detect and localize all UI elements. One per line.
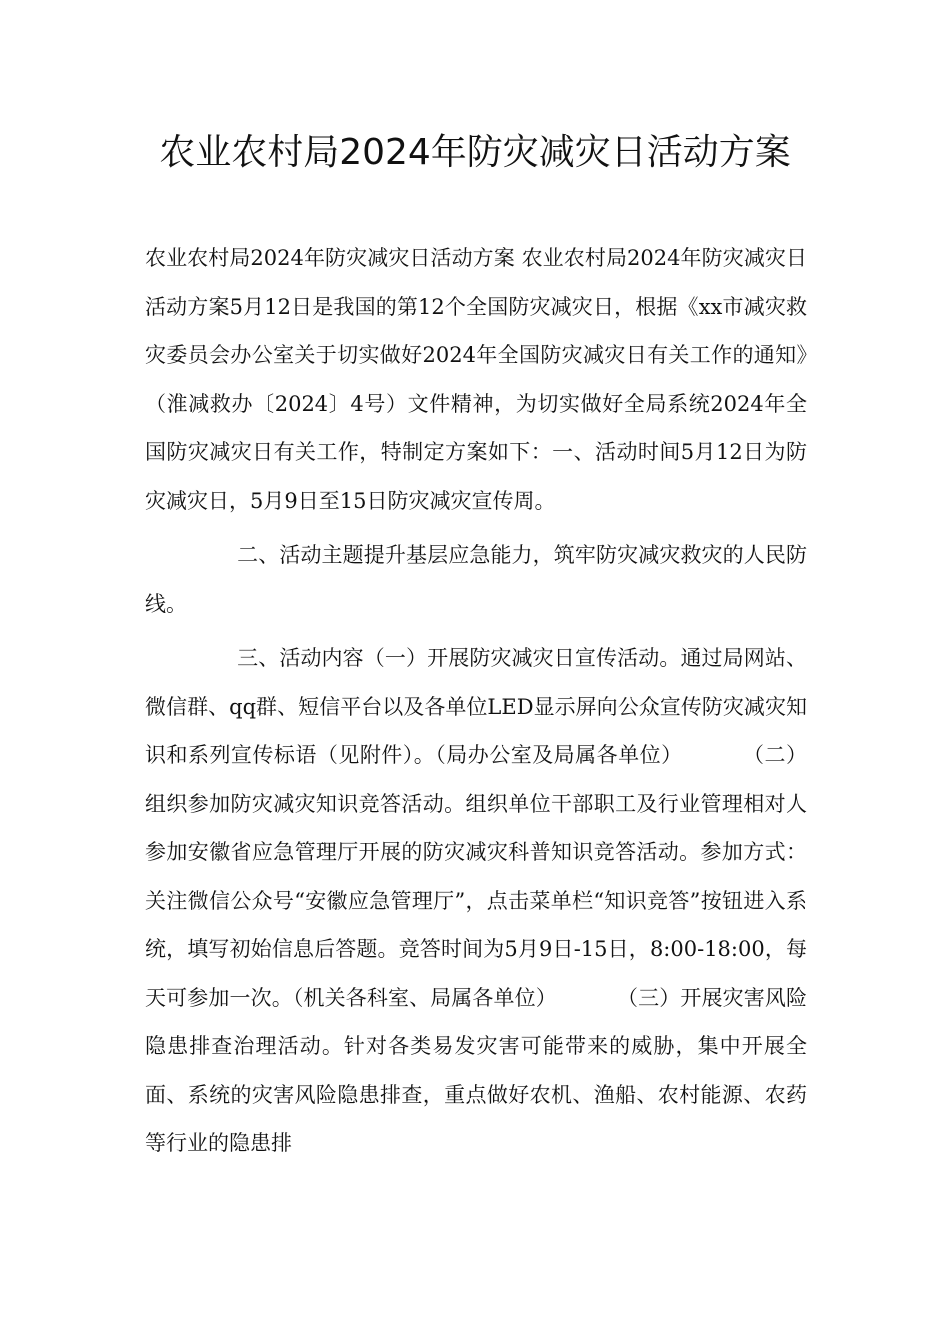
paragraph-content-part1: 三、活动内容（一）开展防灾减灾日宣传活动。通过局网站、微信群、qq群、短信平台以及各单位LED显示屏向公众宣传防灾减灾知识和系列宣传标语（见附件）。（局办公室及局属各单位） — [145, 646, 807, 767]
paragraph-theme-text: 二、活动主题提升基层应急能力，筑牢防灾减灾救灾的人民防线。 — [145, 543, 807, 616]
paragraph-content-part2: （二）组织参加防灾减灾知识竞答活动。组织单位干部职工及行业管理相对人参加安徽省应急管理厅开展的防灾减灾科普知识竞答活动。参加方式：关注微信公众号“安徽应急管理厅”，点击菜单栏“知识竞答”按钮进入系统，填写初始信息后答题。竞答时间为5月9日-15日，8:00-18:00，每天可参加一次。（机关各科室、局属各单位） — [145, 743, 808, 1010]
paragraph-content-part3: （三）开展灾害风险隐患排查治理活动。针对各类易发灾害可能带来的威胁，集中开展全面、系统的灾害风险隐患排查，重点做好农机、渔船、农村能源、农药等行业的隐患排 — [145, 985, 808, 1155]
document-body — [145, 234, 807, 1168]
document-title: 农业农村局2024年防灾减灾日活动方案 — [159, 132, 791, 173]
paragraph-intro: 农业农村局2024年防灾减灾日活动方案 农业农村局2024年防灾减灾日活动方案5月12日是我国的第12个全国防灾减灾日，根据《xx市减灾救灾委员会办公室关于切实做好2024年全国防灾减灾日有关工作的通知》（淮减救办〔2024〕4号）文件精神，为切实做好全局系统2024年全国防灾减灾日有关工作，特制定方案如下：一、活动时间5月12日为防灾减灾日，5月9日至15日防灾减灾宣传周。 — [145, 246, 807, 513]
paragraph-theme — [145, 531, 807, 628]
paragraph-content — [145, 634, 807, 1168]
